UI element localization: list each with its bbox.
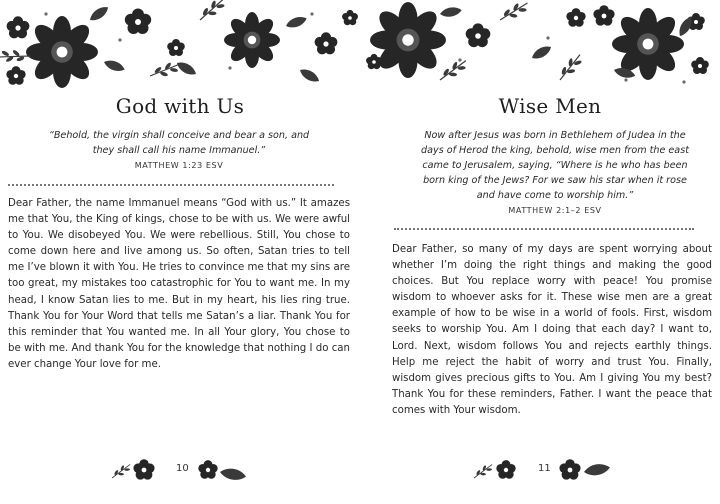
- scripture-verse: [46, 128, 312, 173]
- scripture-reference: MATTHEW 1:23 ESV: [134, 161, 224, 170]
- page-number: 11: [538, 463, 551, 474]
- right-page: [360, 0, 720, 504]
- verse-text: “Behold, the virgin shall conceive and bear a son, and they shall call his name Immanuel.”: [48, 130, 310, 156]
- scripture-reference: MATTHEW 2:1–2 ESV: [508, 206, 602, 215]
- verse-text: Now after Jesus was born in Bethlehem of Judea in the days of Herod the king, behold, wise men from the east came to Jerusalem, saying, “Where is he who has been born king of the Jews? For we saw his star when it rose and have come to worship him.”: [421, 130, 689, 201]
- scripture-verse: [420, 128, 690, 218]
- prayer-text: Dear Father, the name Immanuel means “God with us.” It amazes me that You, the King of kings, chose to be with us. We were awful to You. We disobeyed You. We were rebellious. Still, You chose to come down here and live among us. So often, Satan tries to tell me I’ve blown it with You. He tries to convince me that my sins are too great, my mistakes too catastrophic for You to want me. In my head, I know Satan lies to me. But in my heart, his lies ring true. Thank You for Your Word that tells me Satan’s a liar. Thank You for this reminder that You wanted me. In all Your glory, You chose to be with me. And thank You for the knowledge that nothing I do can ever change Your love for me.: [8, 198, 350, 370]
- dotted-divider: [8, 184, 334, 186]
- prayer-text: Dear Father, so many of my days are spent worrying about whether I’m doing the right things and making the good choices. But You replace worry with peace! You promise wisdom to whoever asks for it. These wise men are a great example of how to be wise in a world of fools. First, wisdom seeks to worship You. Am I doing that each day? I want to, Lord. Next, wisdom follows You and rejects earthly things. Help me reject the habit of worry and trust You. Finally, wisdom gives precious gifts to You. Am I giving You my best? Thank You for these reminders, Father. I want the peace that comes with Your wisdom.: [392, 244, 712, 416]
- devotion-title: Wise Men: [498, 94, 602, 118]
- page-number: 10: [176, 463, 189, 474]
- dotted-divider: [394, 228, 694, 230]
- devotion-title: God with Us: [115, 94, 245, 118]
